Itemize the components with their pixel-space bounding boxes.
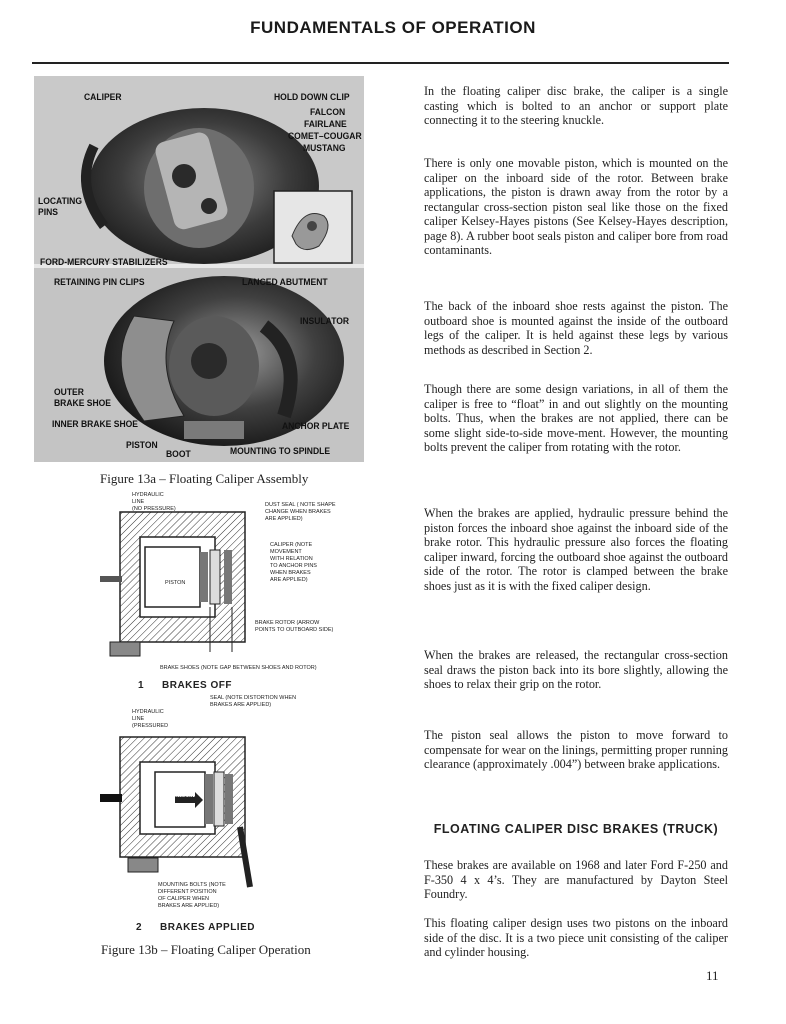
figure-13b-caption: Figure 13b – Floating Caliper Operation	[101, 942, 311, 957]
label-stabilizers: FORD-MERCURY STABILIZERS	[40, 257, 168, 268]
label-anchor-plate: ANCHOR PLATE	[282, 421, 350, 432]
label-falcon: FALCON	[310, 107, 346, 118]
label-lanced-abutment: LANCED ABUTMENT	[242, 277, 328, 288]
label-brake-shoes: BRAKE SHOES (NOTE GAP BETWEEN SHOES AND ROTOR)	[160, 665, 317, 671]
paragraph-1: In the floating caliper disc brake, the caliper is a single casting which is bolted to an anchor or support plate connecting it to the steering knuckle.	[424, 84, 728, 127]
figure-13b-diagram	[100, 492, 360, 932]
paragraph-5: When the brakes are applied, hydraulic pressure behind the piston forces the inboard shoe against the inboard side of the brake rotor. This hydraulic pressure also forces the floating caliper inward, forcing the outboard shoe against the outboard side of the rotor. The rotor is clamped between the brake shoes just as it is with the fixed caliper design.	[424, 506, 728, 593]
label-seal-note: SEAL (NOTE DISTORTION WHEN BRAKES ARE APPLIED)	[210, 695, 297, 708]
label-mounting-bolts: MOUNTING BOLTS (NOTE DIFFERENT POSITION OF CALIPER WHEN BRAKES ARE APPLIED)	[158, 882, 226, 909]
section-heading: FLOATING CALIPER DISC BRAKES (TRUCK)	[433, 822, 719, 836]
figure-13a-caption: Figure 13a – Floating Caliper Assembly	[100, 471, 309, 486]
label-locating-pins: LOCATING PINS	[38, 196, 83, 218]
label-retaining-pin-clips: RETAINING PIN CLIPS	[54, 277, 145, 288]
paragraph-9: This floating caliper design uses two pistons on the inboard side of the disc. It is a two piece unit consisting of the caliper and cylinder housing.	[424, 916, 728, 959]
brakes-off-number: 1	[138, 680, 145, 691]
paragraph-4: Though there are some design variations, in all of them the caliper is free to “float” in and out slightly on the mounting bolts. Thus, when the brakes are not applied, there can be some slight side-to-side move-ment. However, the mounting bolts prevent the caliper from rotating with the rotor.	[424, 382, 728, 454]
label-hydraulic-line-applied: HYDRAULIC LINE (PRESSURED	[132, 709, 169, 729]
label-brake-rotor: BRAKE ROTOR (ARROW POINTS TO OUTBOARD SIDE)	[255, 620, 334, 633]
header-rule	[32, 62, 729, 64]
paragraph-3: The back of the inboard shoe rests against the piston. The outboard shoe is mounted against the inside of the outboard legs of the caliper. It is held against these legs by various methods as described in Section 2.	[424, 299, 728, 357]
page-number: 11	[706, 968, 719, 983]
label-mustang: MUSTANG	[303, 143, 346, 154]
label-caliper: CALIPER	[84, 92, 122, 103]
label-hold-down-clip: HOLD DOWN CLIP	[274, 92, 350, 103]
brakes-applied-title: BRAKES APPLIED	[160, 922, 255, 933]
label-piston-off: PISTON	[165, 580, 186, 586]
label-outer-brake-shoe: OUTER BRAKE SHOE	[54, 387, 112, 409]
paragraph-8: These brakes are available on 1968 and later Ford F-250 and F-350 4 x 4’s. They are manufactured by Dayton Steel Foundry.	[424, 858, 728, 901]
paragraph-6: When the brakes are released, the rectangular cross-section seal draws the piston back into its bore slightly, allowing the shoes to relax their grip on the rotor.	[424, 648, 728, 691]
label-mounting-to-spindle: MOUNTING TO SPINDLE	[230, 446, 331, 457]
label-fairlane: FAIRLANE	[304, 119, 347, 130]
brakes-off-title: BRAKES OFF	[162, 680, 232, 691]
label-boot: BOOT	[166, 449, 191, 460]
paragraph-7: The piston seal allows the piston to move forward to compensate for wear on the linings, permitting proper running clearance (approximately .004”) between brake applications.	[424, 728, 728, 771]
paragraph-2: There is only one movable piston, which is mounted on the caliper on the inboard side of the rotor. Between brake applications, the piston is drawn away from the rotor by a rectangular cross-section piston seal like those on the fixed caliper Kelsey-Hayes pistons (See Kelsey-Hayes description, page 8). A rubber boot seals piston and caliper bore from road contaminants.	[424, 156, 728, 257]
label-hydraulic-line-off: HYDRAULIC LINE (NO PRESSURE)	[132, 492, 176, 512]
label-caliper-note: CALIPER (NOTE MOVEMENT WITH RELATION TO ANCHOR PINS WHEN BRAKES ARE APPLIED)	[270, 542, 317, 583]
page-title: FUNDAMENTALS OF OPERATION	[250, 18, 536, 37]
label-inner-brake-shoe: INNER BRAKE SHOE	[52, 419, 138, 430]
figure-13a-photo	[34, 76, 364, 462]
label-comet-cougar: COMET–COUGAR	[288, 131, 362, 142]
label-dust-seal: DUST SEAL ( NOTE SHAPE CHANGE WHEN BRAKES ARE APPLIED)	[265, 502, 336, 522]
label-piston-applied: PISTON	[175, 796, 196, 802]
label-piston: PISTON	[126, 440, 158, 451]
brakes-applied-number: 2	[136, 922, 143, 933]
label-insulator: INSULATOR	[300, 316, 350, 327]
